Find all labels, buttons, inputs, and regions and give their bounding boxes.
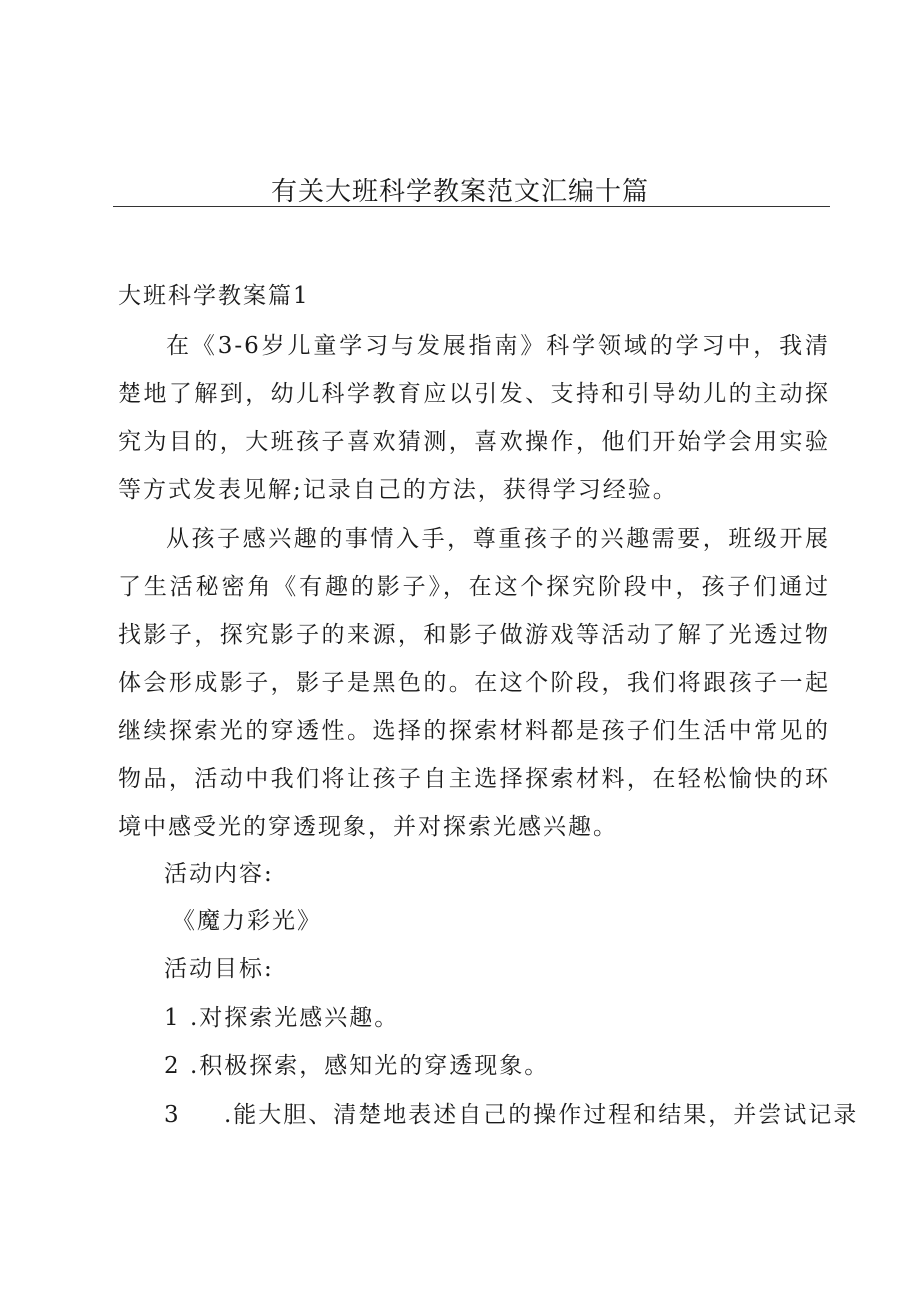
document-title: 有关大班科学教案范文汇编十篇 xyxy=(270,177,649,207)
activity-goals-label: 活动目标: xyxy=(164,956,274,982)
goal-number: 2 xyxy=(164,1053,181,1079)
paragraph-intro: 在《3-6岁儿童学习与发展指南》科学领域的学习中，我清楚地了解到，幼儿科学教育应以引发、支持和引导幼儿的主动探究为目的，大班孩子喜欢猜测，喜欢操作，他们开始学会用实验等方式发表见解;记录自己的方法，获得学习经验。 xyxy=(118,333,830,503)
activity-content-value: 《魔力彩光》 xyxy=(172,908,322,934)
section-heading: 大班科学教案篇1 xyxy=(118,283,310,309)
goal-text: .积极探索，感知光的穿透现象。 xyxy=(189,1053,550,1079)
goal-number: 3 xyxy=(164,1102,181,1128)
paragraph-background: 从孩子感兴趣的事情入手，尊重孩子的兴趣需要，班级开展了生活秘密角《有趣的影子》，在这个探究阶段中，孩子们通过找影子，探究影子的来源，和影子做游戏等活动了解了光透过物体会形成影子，影子是黑色的。在这个阶段，我们将跟孩子一起继续探索光的穿透性。选择的探索材料都是孩子们生活中常见的物品，活动中我们将让孩子自主选择探索材料，在轻松愉快的环境中感受光的穿透现象，并对探索光感兴趣。 xyxy=(118,526,830,840)
activity-content-label: 活动内容: xyxy=(164,861,274,887)
title-underline xyxy=(113,206,830,207)
goal-text: .能大胆、清楚地表述自己的操作过程和结果，并尝试记录 xyxy=(224,1102,859,1128)
goal-item xyxy=(164,1000,399,1036)
goal-number: 1 xyxy=(164,1005,181,1031)
goal-item xyxy=(164,1048,549,1084)
goal-item xyxy=(164,1097,859,1133)
goal-text: .对探索光感兴趣。 xyxy=(189,1005,400,1031)
